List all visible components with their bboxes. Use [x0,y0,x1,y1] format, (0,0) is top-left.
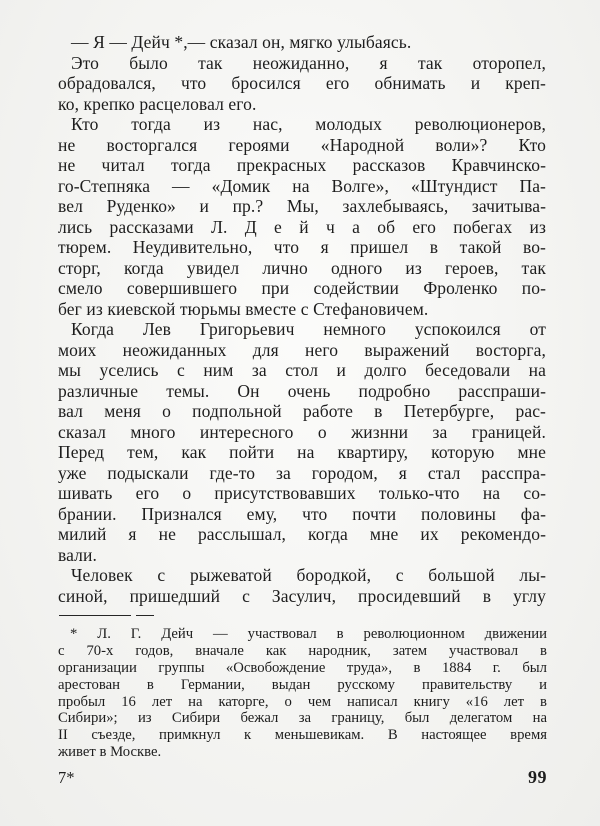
footnote-line: с 70-х годов, вначале как народник, затем участвовал в [58,642,547,659]
body-line: Человек с рыжеватой бородкой, с большой лы- [71,565,546,585]
body-line: смело совершившего при содействии Фроленко по- [58,278,546,298]
footnote-line: пробыл 16 лет на каторге, о чем написал книгу «16 лет в [58,693,547,710]
footnote-line: * Л. Г. Дейч — участвовал в революционном движении [70,626,547,642]
page-footer [58,767,547,788]
body-line: вали. [58,544,97,565]
body-line: синой, пришедший с Засулич, просидевший в углу [58,585,546,606]
body-line: моих неожиданных для него выражений восторга, [58,339,546,360]
footnote-separator-segment [136,615,154,616]
footnote-line: II съезде, примкнул к меньшевикам. В настоящее время [58,727,547,744]
page-number: 99 [528,767,547,787]
body-text [58,32,546,606]
body-line: мы уселись с ним за стол и долго беседовали на [58,360,546,380]
body-line: Перед тем, как пойти на квартиру, которую мне [58,442,546,462]
body-line: брании. Признался ему, что почти половины фа- [58,503,546,524]
footnote-line: живет в Москве. [58,744,162,761]
footnote-separator [59,615,169,617]
body-line: вал меня о подпольной работе в Петербурге, рас- [58,401,546,421]
body-line: бег из киевской тюрьмы вместе с Стефановичем. [58,298,429,319]
body-line: лись рассказами Л. Д е й ч а об его побегах из [58,216,546,237]
footnote-separator-segment [59,615,131,616]
body-line: милий я не расслышал, когда мне их рекомендо- [58,524,546,544]
body-line: Кто тогда из нас, молодых революционеров, [71,114,546,134]
body-line: обрадовался, что бросился его обнимать и креп- [58,73,546,93]
body-line: го-Степняка — «Домик на Волге», «Штундист Па- [58,175,546,196]
body-line: сторг, когда увидел лично одного из героев, так [58,257,546,278]
body-line: Это было так неожиданно, я так оторопел, [71,52,546,73]
footnote-line: организации группы «Освобождение труда», в 1884 г. был [58,659,547,676]
footnote-text [58,626,547,761]
body-line: — Я — Дейч *,— сказал он, мягко улыбаясь. [71,32,412,52]
body-line: ко, крепко расцеловал его. [58,93,257,114]
body-line: вел Руденко» и пр.? Мы, захлебываясь, зачитыва- [58,196,546,216]
footnote-line: арестован в Германии, выдан русскому правительству и [58,676,547,693]
footnote-line: Сибири»; из Сибири бежал за границу, был делегатом на [58,710,547,727]
body-line: уже подыскали где-то за городом, я стал расспра- [58,462,546,483]
body-line: Когда Лев Григорьевич немного успокоился от [71,319,546,339]
body-line: шивать его о присутствовавших только-что на со- [58,483,546,503]
body-line: не восторгался героями «Народной воли»? Кто [58,134,546,155]
body-line: тюрем. Неудивительно, что я пришел в такой во- [58,237,546,257]
body-line: сказал много интересного о жизнни за границей. [58,421,546,442]
body-line: не читал тогда прекрасных рассказов Кравчинско- [58,155,546,175]
printer-signature: 7* [58,768,75,787]
body-line: различные темы. Он очень подробно расспраши- [58,380,546,401]
